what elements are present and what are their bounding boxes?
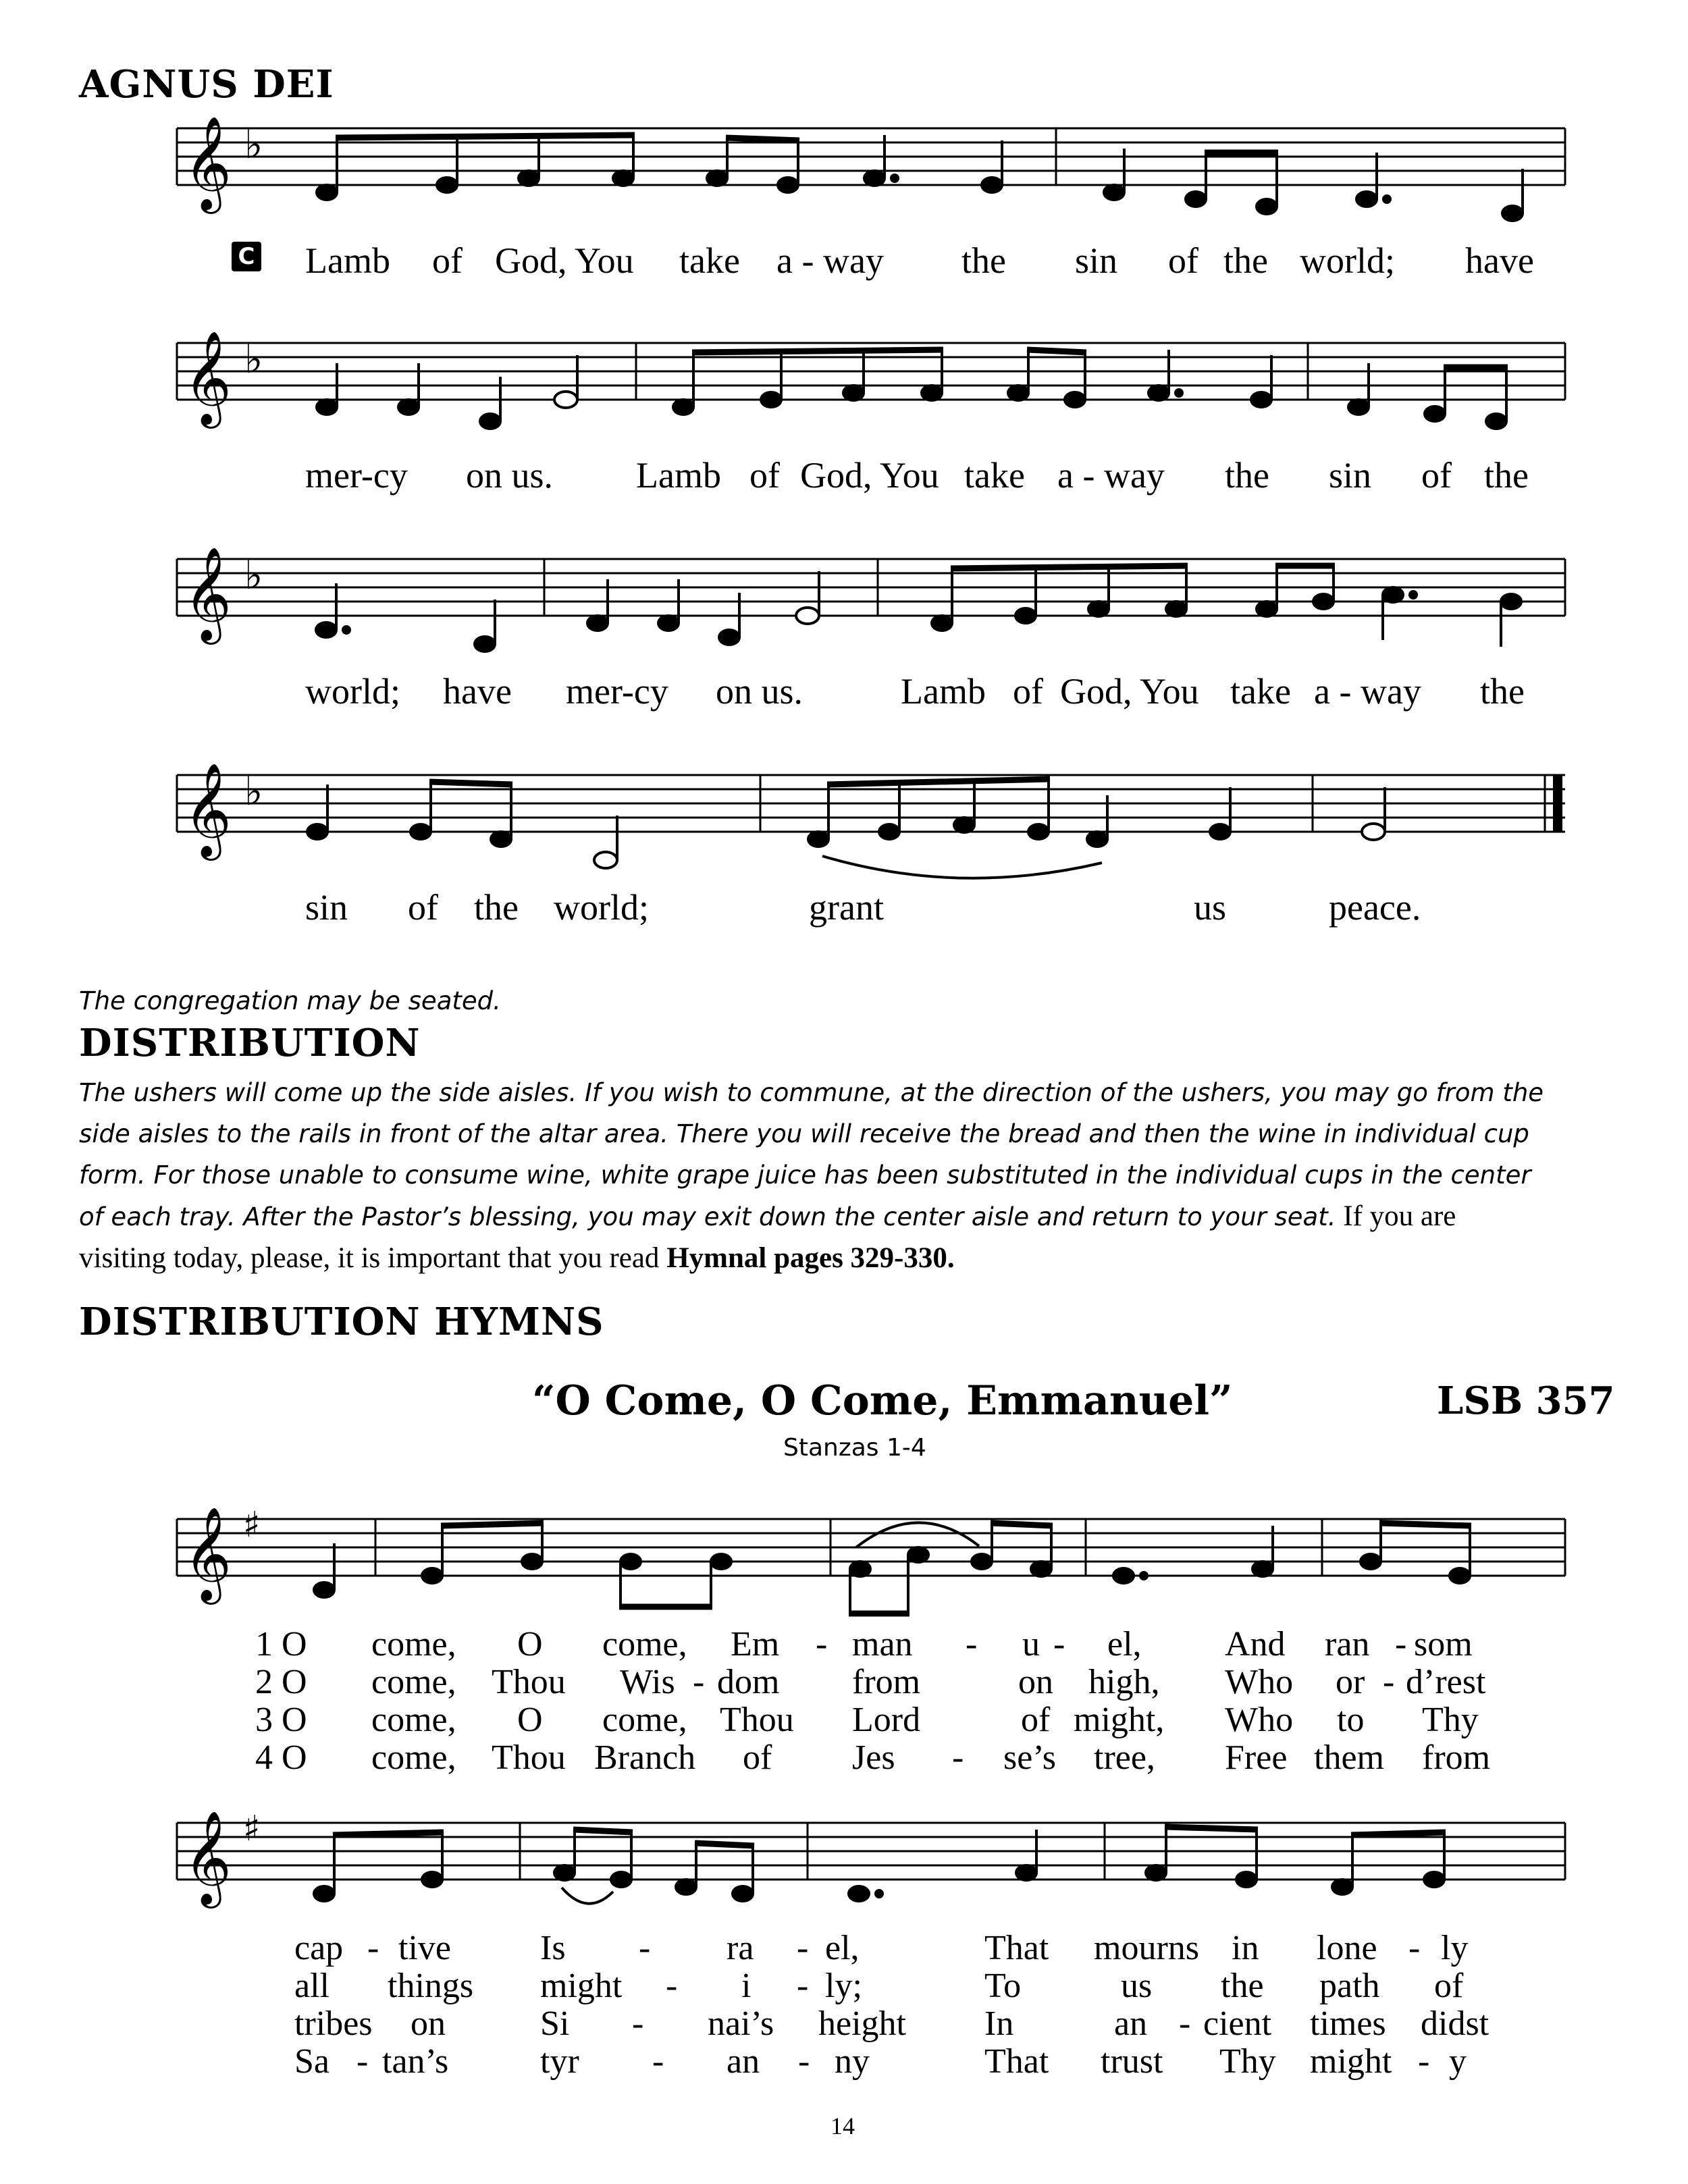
lyric: And bbox=[1225, 1625, 1286, 1663]
lyric: sin bbox=[1075, 240, 1118, 281]
lyric: That bbox=[984, 2042, 1049, 2081]
lyric: ly bbox=[1441, 1929, 1469, 1967]
lyric: of bbox=[749, 455, 780, 496]
lyric: height bbox=[818, 2004, 906, 2043]
instruction-line bbox=[79, 1237, 1544, 1279]
lyric: el, bbox=[825, 1929, 860, 1967]
lyric: come, bbox=[371, 1738, 456, 1777]
lyric: lone bbox=[1317, 1929, 1377, 1967]
lyric: God, You bbox=[800, 455, 939, 496]
instruction-roman: If you are bbox=[1336, 1200, 1456, 1232]
hymn-number: LSB 357 bbox=[1437, 1379, 1615, 1423]
lyric: on us. bbox=[466, 455, 554, 496]
lyric: - bbox=[966, 1625, 978, 1663]
lyric: the bbox=[474, 887, 519, 928]
lyric: d’rest bbox=[1406, 1663, 1486, 1701]
instruction-roman: visiting today, please, it is important that you read bbox=[79, 1242, 667, 1274]
lyric: on bbox=[411, 2004, 446, 2043]
page-number: 14 bbox=[830, 2112, 855, 2139]
lyric: have bbox=[1465, 240, 1534, 281]
lyric: have bbox=[443, 671, 512, 712]
lyric: Who bbox=[1225, 1701, 1294, 1739]
lyric: a - way bbox=[1314, 671, 1421, 712]
lyric: - bbox=[367, 1929, 379, 1967]
lyric: dom bbox=[717, 1663, 780, 1701]
lyric: Thou bbox=[492, 1738, 566, 1777]
agnus-staff-1 bbox=[0, 115, 1688, 223]
sharp-key-signature-icon: ♯ bbox=[243, 1505, 261, 1545]
lyric: tive bbox=[398, 1929, 451, 1967]
lyric: of bbox=[1013, 671, 1043, 712]
lyric: - bbox=[1383, 1663, 1395, 1701]
lyric: take bbox=[964, 455, 1025, 496]
lyric: come, bbox=[602, 1625, 687, 1663]
lyric: a - way bbox=[1057, 455, 1165, 496]
lyric: - bbox=[632, 2004, 644, 2043]
lyric: world; bbox=[1300, 240, 1395, 281]
lyric: Em bbox=[731, 1625, 780, 1663]
lyric: - bbox=[1395, 1625, 1407, 1663]
lyric: - bbox=[1418, 2042, 1430, 2081]
hymn-staff-1 bbox=[0, 1506, 1688, 1620]
notes bbox=[316, 566, 1521, 651]
lyric: an bbox=[727, 2042, 760, 2081]
lyric: 4 O bbox=[255, 1738, 307, 1777]
lyric: mer-cy bbox=[305, 455, 408, 496]
lyric: to bbox=[1337, 1701, 1365, 1739]
lyric: us bbox=[1121, 1967, 1153, 2005]
lyric: take bbox=[679, 240, 740, 281]
lyric: world; bbox=[305, 671, 400, 712]
lyric: That bbox=[984, 1929, 1049, 1967]
lyric: from bbox=[1422, 1738, 1491, 1777]
notes bbox=[307, 779, 1385, 868]
lyric: the bbox=[1221, 1967, 1264, 2005]
agnus-staff-2 bbox=[0, 329, 1688, 437]
lyric: Lamb bbox=[901, 671, 986, 712]
lyric: tyr bbox=[540, 2042, 579, 2081]
slur bbox=[822, 856, 1102, 878]
agnus-dei-heading: AGNUS DEI bbox=[79, 62, 334, 107]
lyric: Lamb bbox=[305, 240, 390, 281]
hymnal-pages-reference: Hymnal pages 329-330. bbox=[666, 1242, 955, 1274]
lyric: world; bbox=[554, 887, 649, 928]
lyric: of bbox=[1021, 1701, 1051, 1739]
sharp-key-signature-icon: ♯ bbox=[243, 1809, 261, 1849]
stanzas-label: Stanzas 1-4 bbox=[783, 1434, 926, 1462]
lyric: To bbox=[984, 1967, 1022, 2005]
lyric: Thy bbox=[1422, 1701, 1479, 1739]
lyric: - bbox=[1408, 1929, 1421, 1967]
lyric: them bbox=[1314, 1738, 1384, 1777]
distribution-hymns-heading: DISTRIBUTION HYMNS bbox=[79, 1300, 604, 1344]
congregation-marker-icon: C bbox=[232, 242, 261, 271]
lyric: 3 O bbox=[255, 1701, 307, 1739]
lyric: the bbox=[961, 240, 1006, 281]
lyric: tribes bbox=[294, 2004, 373, 2043]
lyric: - bbox=[693, 1663, 705, 1701]
beams bbox=[951, 566, 1335, 568]
agnus-staff-4 bbox=[0, 762, 1688, 870]
lyric: Lamb bbox=[636, 455, 721, 496]
lyric: ra bbox=[727, 1929, 754, 1967]
lyric: Free bbox=[1225, 1738, 1288, 1777]
lyric: mourns bbox=[1094, 1929, 1199, 1967]
lyric: - bbox=[798, 2042, 810, 2081]
lyric: might bbox=[1310, 2042, 1392, 2081]
beams bbox=[336, 135, 1278, 153]
treble-clef-icon: 𝄞 bbox=[184, 116, 232, 210]
treble-clef-icon: 𝄞 bbox=[184, 331, 232, 425]
lyric: didst bbox=[1421, 2004, 1489, 2043]
flat-key-signature-icon: ♭ bbox=[244, 552, 263, 598]
lyric: u bbox=[1022, 1625, 1040, 1663]
treble-clef-icon: 𝄞 bbox=[184, 1507, 232, 1601]
lyric: come, bbox=[602, 1701, 687, 1739]
seated-instruction: The congregation may be seated. bbox=[79, 986, 501, 1015]
lyric: come, bbox=[371, 1663, 456, 1701]
flat-key-signature-icon: ♭ bbox=[244, 336, 263, 382]
lyric: from bbox=[852, 1663, 921, 1701]
staff-lines bbox=[177, 559, 1565, 616]
lyric: Who bbox=[1225, 1663, 1294, 1701]
lyric: of bbox=[1434, 1967, 1464, 2005]
lyric: tan’s bbox=[382, 2042, 449, 2081]
lyric: take bbox=[1230, 671, 1291, 712]
lyric: us bbox=[1194, 887, 1227, 928]
lyric: cap bbox=[294, 1929, 344, 1967]
lyric: might, bbox=[1074, 1701, 1165, 1739]
lyric: O bbox=[517, 1701, 543, 1739]
lyric: all bbox=[294, 1967, 329, 2005]
lyric: y bbox=[1449, 2042, 1467, 2081]
lyric: Thy bbox=[1219, 2042, 1276, 2081]
lyric: - bbox=[797, 1967, 809, 2005]
lyric: In bbox=[984, 2004, 1014, 2043]
lyric: - bbox=[797, 1929, 809, 1967]
lyric: - bbox=[952, 1738, 964, 1777]
lyric: som bbox=[1414, 1625, 1473, 1663]
lyric: ny bbox=[835, 2042, 870, 2081]
lyric: ran bbox=[1325, 1625, 1370, 1663]
lyric: things bbox=[388, 1967, 474, 2005]
lyric: Jes bbox=[852, 1738, 895, 1777]
lyric: el, bbox=[1107, 1625, 1142, 1663]
treble-clef-icon: 𝄞 bbox=[184, 763, 232, 857]
lyric: sin bbox=[305, 887, 348, 928]
lyric: Thou bbox=[720, 1701, 794, 1739]
lyric: God, You bbox=[495, 240, 634, 281]
lyric: of bbox=[1421, 455, 1452, 496]
lyric: of bbox=[1168, 240, 1198, 281]
lyric: Wis bbox=[620, 1663, 675, 1701]
distribution-instructions bbox=[79, 1072, 1544, 1279]
instruction-line: form. For those unable to consume wine, white grape juice has been substituted in the individual cups in the center bbox=[79, 1161, 1531, 1190]
lyric: the bbox=[1480, 671, 1525, 712]
slur bbox=[562, 1888, 613, 1904]
lyric: Si bbox=[540, 2004, 570, 2043]
lyric: Branch bbox=[594, 1738, 696, 1777]
final-barline bbox=[1553, 775, 1562, 832]
lyric: times bbox=[1310, 2004, 1386, 2043]
treble-clef-icon: 𝄞 bbox=[184, 547, 232, 641]
distribution-heading: DISTRIBUTION bbox=[79, 1021, 421, 1065]
lyric: 2 O bbox=[255, 1663, 307, 1701]
lyric: path bbox=[1319, 1967, 1380, 2005]
treble-clef-icon: 𝄞 bbox=[184, 1811, 232, 1905]
lyric: man bbox=[852, 1625, 913, 1663]
lyric: O bbox=[517, 1625, 543, 1663]
agnus-staff-3 bbox=[0, 545, 1688, 654]
lyric: tree, bbox=[1094, 1738, 1155, 1777]
lyric: the bbox=[1225, 455, 1269, 496]
lyric: peace. bbox=[1329, 887, 1421, 928]
lyric: the bbox=[1484, 455, 1529, 496]
lyric: nai’s bbox=[708, 2004, 774, 2043]
lyric: of bbox=[408, 887, 438, 928]
slur bbox=[856, 1522, 979, 1547]
lyric: - bbox=[1053, 1625, 1065, 1663]
lyric: - bbox=[816, 1625, 828, 1663]
lyric: - bbox=[666, 1967, 678, 2005]
lyric: trust bbox=[1101, 2042, 1163, 2081]
lyric: mer-cy bbox=[566, 671, 668, 712]
flat-key-signature-icon: ♭ bbox=[244, 122, 263, 167]
hymn-title: “O Come, O Come, Emmanuel” bbox=[532, 1377, 1233, 1424]
instruction-line bbox=[79, 1196, 1544, 1237]
instruction-italic: of each tray. After the Pastor’s blessing, you may exit down the center aisle and return to your seat. bbox=[79, 1202, 1336, 1231]
lyric: a - way bbox=[776, 240, 884, 281]
instruction-line: side aisles to the rails in front of the altar area. There you will receive the bread and then the wine in individual cup bbox=[79, 1119, 1529, 1148]
lyric: Sa bbox=[294, 2042, 329, 2081]
lyric: Thou bbox=[492, 1663, 566, 1701]
notes bbox=[317, 135, 1523, 221]
lyric: God, You bbox=[1060, 671, 1199, 712]
notes bbox=[314, 1523, 1470, 1614]
instruction-line: The ushers will come up the side aisles. If you wish to commune, at the direction of the ushers, you may go from the bbox=[79, 1078, 1544, 1107]
lyric: - bbox=[1179, 2004, 1191, 2043]
flat-key-signature-icon: ♭ bbox=[244, 768, 263, 814]
lyric: Lord bbox=[852, 1701, 921, 1739]
beams bbox=[441, 1523, 1471, 1614]
beams bbox=[429, 779, 1050, 784]
lyric: of bbox=[743, 1738, 772, 1777]
lyric: might bbox=[540, 1967, 623, 2005]
lyric: i bbox=[741, 1967, 751, 2005]
lyric: - bbox=[639, 1929, 651, 1967]
lyric: on bbox=[1018, 1663, 1053, 1701]
lyric: an bbox=[1114, 2004, 1148, 2043]
lyric: - bbox=[652, 2042, 664, 2081]
lyric: of bbox=[432, 240, 463, 281]
lyric: on us. bbox=[716, 671, 803, 712]
lyric: ly; bbox=[825, 1967, 862, 2005]
lyric: the bbox=[1223, 240, 1268, 281]
lyric: in bbox=[1232, 1929, 1259, 1967]
notes bbox=[317, 350, 1506, 429]
beams bbox=[692, 350, 1508, 367]
lyric: high, bbox=[1088, 1663, 1160, 1701]
lyric: come, bbox=[371, 1701, 456, 1739]
lyric: Is bbox=[540, 1929, 566, 1967]
lyric: sin bbox=[1329, 455, 1372, 496]
lyric: 1 O bbox=[255, 1625, 307, 1663]
hymn-staff-2 bbox=[0, 1809, 1688, 1924]
lyric: come, bbox=[371, 1625, 456, 1663]
lyric: se’s bbox=[1003, 1738, 1056, 1777]
lyric: grant bbox=[809, 887, 884, 928]
lyric: cient bbox=[1203, 2004, 1272, 2043]
lyric: or bbox=[1336, 1663, 1365, 1701]
lyric: - bbox=[357, 2042, 369, 2081]
